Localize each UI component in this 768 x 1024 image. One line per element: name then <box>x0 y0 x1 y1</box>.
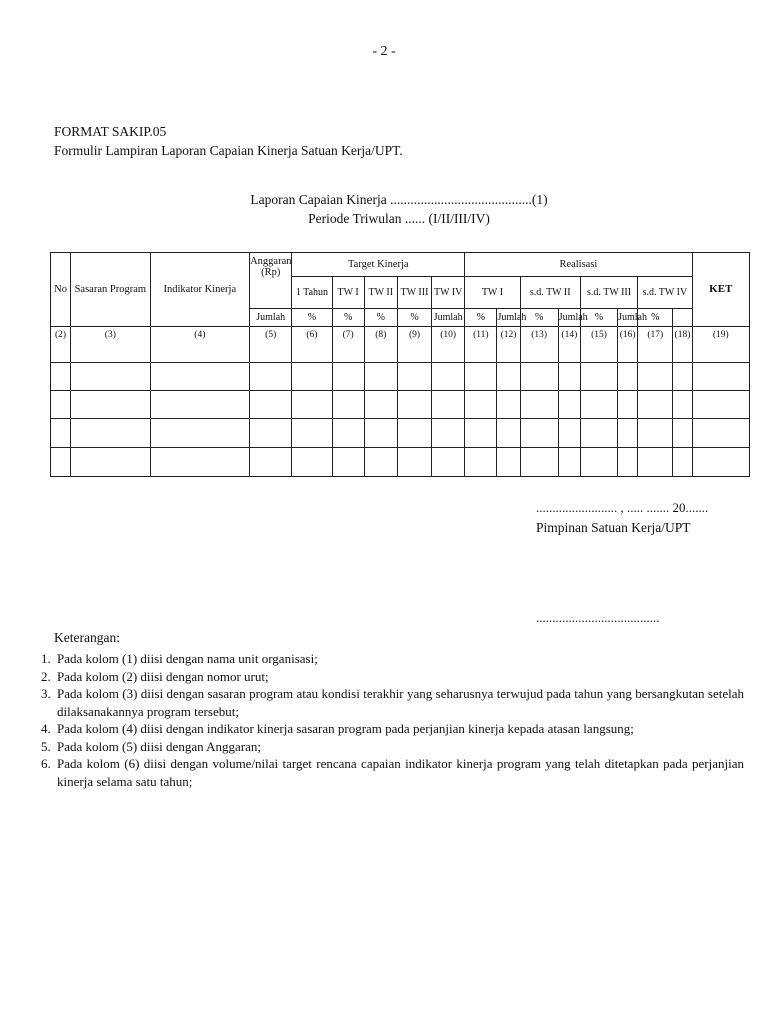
column-number: (19) <box>692 327 749 363</box>
header-realisasi: Realisasi <box>465 253 692 277</box>
column-number: (16) <box>618 327 638 363</box>
subheader-percent: % <box>364 309 397 327</box>
subheader-jumlah: Jumlah <box>432 309 465 327</box>
column-number: (9) <box>397 327 431 363</box>
subheader-percent: % <box>520 309 558 327</box>
signature-title: Pimpinan Satuan Kerja/UPT <box>536 520 691 535</box>
table-row <box>51 419 750 448</box>
column-number: (2) <box>51 327 71 363</box>
header-target-tw2: TW II <box>364 277 397 309</box>
column-number: (4) <box>150 327 250 363</box>
subheader-jumlah: Jumlah <box>250 309 292 327</box>
report-period: Periode Triwulan ...... (I/II/III/IV) <box>308 211 490 226</box>
form-header <box>54 122 403 160</box>
header-target-tw1: TW I <box>332 277 364 309</box>
subheader-percent: % <box>397 309 431 327</box>
table-row <box>51 391 750 419</box>
performance-table <box>50 252 750 477</box>
format-code: FORMAT SAKIP.05 <box>54 124 167 139</box>
subheader-percent: % <box>465 309 497 327</box>
note-item: 3. Pada kolom (3) diisi dengan sasaran program atau kondisi terakhir yang seharusnya terwujud pada tahun yang bersangkutan setelah dilaksanakannya program tersebut; <box>54 685 744 720</box>
signature-name-line: ...................................... <box>536 610 660 625</box>
column-number-row <box>51 327 750 363</box>
header-realisasi-sd-tw4: s.d. TW IV <box>638 277 692 309</box>
subheader-percent: % <box>580 309 617 327</box>
column-number: (18) <box>673 327 692 363</box>
signature-date-line: ......................... , ..... ....... 20....... <box>536 500 709 515</box>
table-row <box>51 363 750 391</box>
header-indikator-kinerja: Indikator Kinerja <box>150 253 250 327</box>
column-number: (14) <box>558 327 580 363</box>
subheader-jumlah: Jumlah <box>497 309 520 327</box>
column-number: (10) <box>432 327 465 363</box>
notes-title: Keterangan: <box>54 630 120 645</box>
header-target-tw3: TW III <box>397 277 431 309</box>
header-realisasi-sd-tw3: s.d. TW III <box>580 277 637 309</box>
notes-list <box>32 650 744 790</box>
subheader-percent: % <box>292 309 332 327</box>
note-item: 4. Pada kolom (4) diisi dengan indikator kinerja sasaran program pada perjanjian kinerja kepada atasan langsung; <box>54 720 744 738</box>
header-realisasi-tw1: TW I <box>465 277 520 309</box>
column-number: (6) <box>292 327 332 363</box>
column-number: (11) <box>465 327 497 363</box>
subheader-jumlah: Jumlah <box>558 309 580 327</box>
report-title: Laporan Capaian Kinerja ..........................................(1) <box>250 192 548 207</box>
column-number: (12) <box>497 327 520 363</box>
subheader-percent: % <box>332 309 364 327</box>
column-number: (5) <box>250 327 292 363</box>
header-target-kinerja: Target Kinerja <box>292 253 465 277</box>
report-heading <box>0 190 768 228</box>
column-number: (3) <box>71 327 150 363</box>
column-number: (15) <box>580 327 617 363</box>
subheader-percent: % <box>638 309 673 327</box>
column-number: (7) <box>332 327 364 363</box>
note-item: 5. Pada kolom (5) diisi dengan Anggaran; <box>54 738 744 756</box>
subheader-jumlah: Jumlah <box>618 309 638 327</box>
note-item: 6. Pada kolom (6) diisi dengan volume/nilai target rencana capaian indikator kinerja program yang telah ditetapkan pada perjanjian kinerja selama satu tahun; <box>54 755 744 790</box>
header-target-tw4: TW IV <box>432 277 465 309</box>
header-1-tahun: 1 Tahun <box>292 277 332 309</box>
note-item: 2. Pada kolom (2) diisi dengan nomor urut; <box>54 668 744 686</box>
column-number: (13) <box>520 327 558 363</box>
header-anggaran: Anggaran (Rp) <box>250 253 292 309</box>
note-item: 1. Pada kolom (1) diisi dengan nama unit organisasi; <box>54 650 744 668</box>
column-number: (17) <box>638 327 673 363</box>
header-realisasi-sd-tw2: s.d. TW II <box>520 277 580 309</box>
header-no: No <box>51 253 71 327</box>
page-number: - 2 - <box>372 44 396 59</box>
form-title: Formulir Lampiran Laporan Capaian Kinerja Satuan Kerja/UPT. <box>54 143 403 158</box>
header-ket: KET <box>692 253 749 327</box>
header-sasaran-program: Sasaran Program <box>71 253 150 327</box>
table-row <box>51 448 750 477</box>
column-number: (8) <box>364 327 397 363</box>
